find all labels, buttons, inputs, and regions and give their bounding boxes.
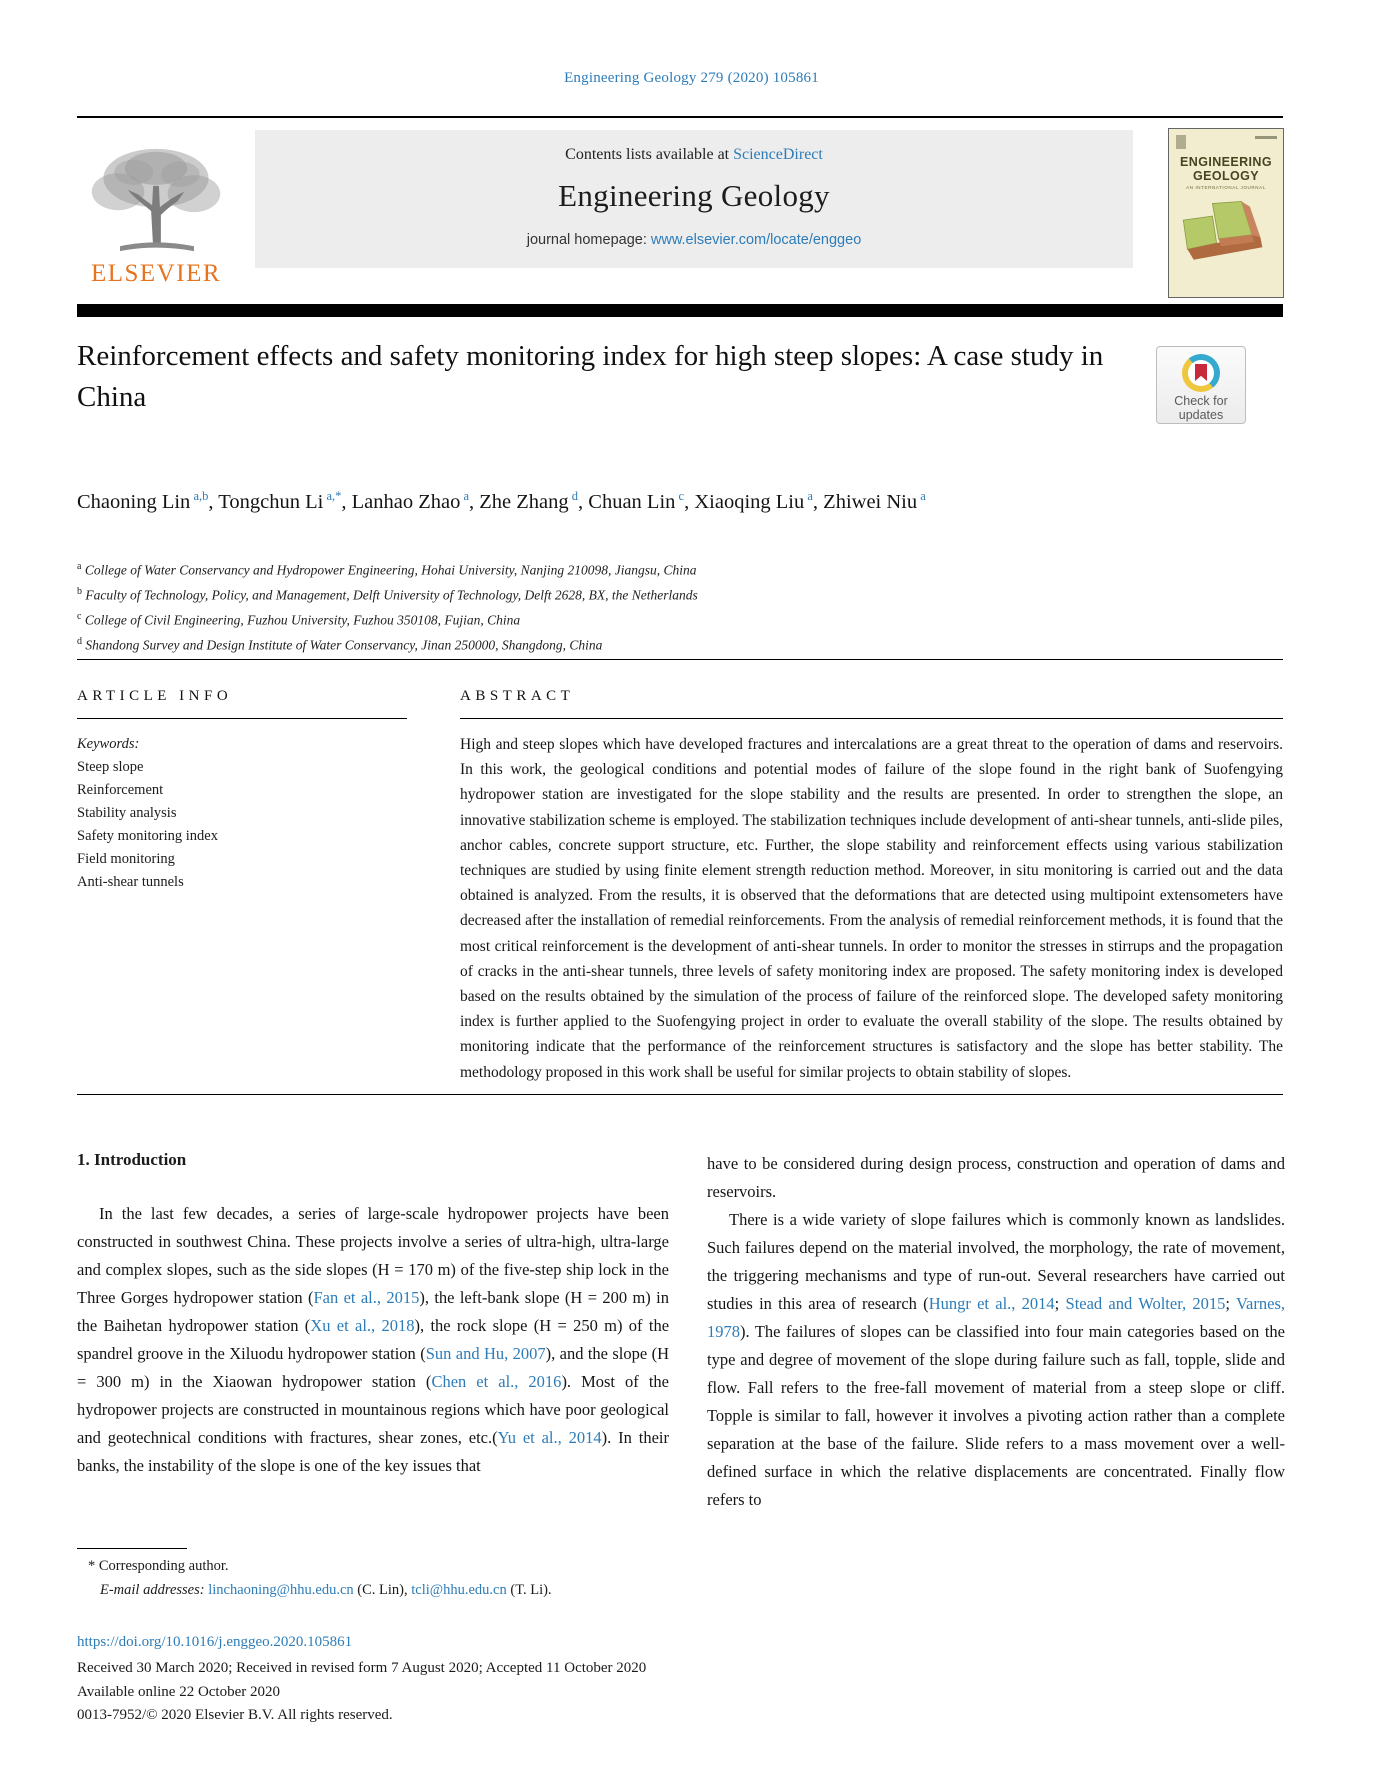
body-right-column — [707, 1150, 1285, 1514]
text-segment: ; — [1054, 1294, 1066, 1313]
author[interactable]: Zhe Zhang $^d$ — [479, 489, 579, 513]
header-divider-bar — [77, 304, 1283, 317]
journal-reference: Engineering Geology 279 (2020) 105861 — [564, 70, 819, 86]
article-info-rule — [77, 718, 407, 719]
abstract-heading: ABSTRACT — [460, 688, 575, 704]
sciencedirect-link[interactable]: ScienceDirect — [733, 146, 823, 163]
text-segment: ). In their banks, the instability of the slope is one of the key issues that — [77, 1428, 669, 1475]
keyword: Reinforcement — [77, 782, 164, 798]
author-affiliation-marker: a — [804, 489, 813, 503]
author[interactable]: Zhiwei Niu $^a$ — [823, 489, 926, 513]
citation-link[interactable]: Yu et al., 2014 — [497, 1428, 602, 1447]
affiliation-list — [77, 556, 1177, 656]
footnote-divider — [77, 1548, 187, 1549]
affiliation: $^a$ College of Water Conservancy and Hydropower Engineering, Hohai University, Nanjing 210098, Jiangsu, China — [77, 561, 697, 578]
text-segment: ), and the slope (H = 300 m) in the Xiaowan hydropower station ( — [77, 1344, 669, 1391]
abstract-divider — [77, 1094, 1283, 1095]
citation-link[interactable]: Hungr et al., 2014 — [928, 1294, 1055, 1313]
author-affiliation-marker: c — [675, 489, 685, 503]
footnote-marker: * — [88, 1558, 96, 1574]
text-segment: ). Most of the hydropower projects are constructed in mountainous regions which have poor geological and geotechnical conditions with fractures, shear zones, etc.( — [77, 1372, 669, 1447]
elsevier-wordmark: ELSEVIER — [90, 260, 222, 287]
cover-title-line1: ENGINEERING — [1180, 155, 1272, 169]
contents-line — [255, 146, 1133, 164]
abstract-column — [460, 688, 1283, 1085]
text-segment: ), the rock slope (H = 250 m) of the spandrel groove in the Xiluodu hydropower station ( — [77, 1316, 670, 1363]
keyword: Safety monitoring index — [77, 828, 218, 844]
received-dates: Received 30 March 2020; Received in revised form 7 August 2020; Accepted 11 October 2020 — [77, 1660, 647, 1676]
author-affiliation-marker: d — [568, 489, 579, 503]
citation-link[interactable]: Varnes, 1978 — [707, 1294, 1285, 1341]
copyright-line: 0013-7952/© 2020 Elsevier B.V. All rights reserved. — [77, 1707, 393, 1723]
affiliation: $^d$ Shandong Survey and Design Institute of Water Conservancy, Jinan 250000, Shangdong, China — [77, 636, 603, 653]
cover-issn-mark — [1255, 136, 1277, 139]
journal-cover-thumbnail[interactable] — [1168, 128, 1284, 298]
corresponding-author-text: Corresponding author. — [98, 1558, 229, 1574]
keyword: Anti-shear tunnels — [77, 874, 184, 890]
intro-paragraph-left — [77, 1200, 669, 1480]
badge-line2: updates — [1178, 408, 1224, 422]
author[interactable]: Lanhao Zhao $^a$ — [351, 489, 470, 513]
citation-link[interactable]: Sun and Hu, 2007 — [425, 1344, 546, 1363]
citation-link[interactable]: Chen et al., 2016 — [431, 1372, 562, 1391]
journal-banner — [255, 130, 1133, 268]
keyword-list — [77, 756, 407, 894]
text-segment: (C. Lin), — [353, 1582, 412, 1598]
author[interactable]: Chuan Lin $^c$ — [588, 489, 685, 513]
top-divider — [77, 116, 1283, 118]
cover-title — [1169, 155, 1283, 183]
text-segment: ; — [1225, 1294, 1236, 1313]
citation-link[interactable]: Fan et al., 2015 — [313, 1288, 420, 1307]
contents-line-text: Contents lists available at — [565, 146, 734, 163]
text-segment: ), the left-bank slope (H = 200 m) in the Baihetan hydropower station ( — [77, 1288, 669, 1335]
text-segment: (T. Li). — [506, 1582, 552, 1598]
affiliation: $^c$ College of Civil Engineering, Fuzhou University, Fuzhou 350108, Fujian, China — [77, 611, 521, 628]
body-left-column — [77, 1150, 669, 1480]
citation-link[interactable]: tcli@hhu.edu.cn — [411, 1582, 507, 1598]
crossmark-icon — [1182, 354, 1220, 392]
elsevier-tree-icon — [83, 140, 229, 258]
keyword: Steep slope — [77, 759, 144, 775]
author-affiliation-marker: a,b — [190, 489, 209, 503]
journal-name: Engineering Geology — [558, 178, 830, 213]
text-segment: have to be considered during design process, construction and operation of dams and reservoirs. — [707, 1154, 1285, 1201]
author-affiliation-marker: a,* — [323, 489, 342, 503]
affiliation: $^b$ Faculty of Technology, Policy, and Management, Delft University of Technology, Delft 2628, BX, the Netherlands — [77, 586, 698, 603]
text-segment: ). The failures of slopes can be classified into four main categories based on the type and degree of movement of the slope during failure such as fall, topple, slide and flow. Fall refers to the free-fall movement of material from a steep slope or cliff. Topple is similar to fall, however it involves a pivoting action rather than a complete separation at the base of the failure. Slide refers to a mass movement over a well-defined surface in which the relative displacements are concentrated. Finally flow refers to — [707, 1322, 1285, 1509]
author[interactable]: Xiaoqing Liu $^a$ — [694, 489, 813, 513]
citation-link[interactable]: linchaoning@hhu.edu.cn — [208, 1582, 354, 1598]
keywords-label: Keywords: — [77, 736, 140, 752]
check-for-updates-badge[interactable] — [1156, 346, 1246, 424]
author[interactable]: Tongchun Li $^{a,*}$ — [218, 489, 342, 513]
author-affiliation-marker: a — [460, 489, 470, 503]
cover-title-line2: GEOLOGY — [1192, 169, 1259, 183]
text-segment: There is a wide variety of slope failures which is commonly known as landslides. Such failures depend on the material involved, the morphology, the rate of movement, the triggering mechanisms and type of run-out. Several researchers have carried out studies in this area of research ( — [707, 1210, 1285, 1313]
citation-link[interactable]: Stead and Wolter, 2015 — [1065, 1294, 1226, 1313]
doi-link[interactable]: https://doi.org/10.1016/j.enggeo.2020.105861 — [77, 1634, 353, 1650]
homepage-label: journal homepage: — [526, 232, 651, 248]
journal-homepage-link[interactable]: www.elsevier.com/locate/enggeo — [650, 232, 862, 248]
cover-subtitle: AN INTERNATIONAL JOURNAL — [1186, 185, 1266, 190]
affiliations-divider — [77, 659, 1283, 660]
section-heading-introduction: 1. Introduction — [77, 1150, 187, 1169]
homepage-line — [255, 232, 1133, 248]
cover-elsevier-mini-logo-icon — [1176, 135, 1186, 149]
article-info-column — [77, 688, 407, 894]
citation-link[interactable]: Xu et al., 2018 — [310, 1316, 415, 1335]
check-for-updates-label — [1157, 394, 1245, 422]
available-online: Available online 22 October 2020 — [77, 1684, 280, 1700]
author[interactable]: Chaoning Lin $^{a,b}$ — [77, 489, 209, 513]
text-segment: In the last few decades, a series of large-scale hydropower projects have been constructed in southwest China. These projects involve a series of ultra-high, ultra-large and complex slopes, such as the side slopes (H = 170 m) of the five-step ship lock in the Three Gorges hydropower station ( — [77, 1204, 669, 1307]
abstract-rule — [460, 718, 1283, 719]
bookmark-icon — [1195, 364, 1207, 381]
intro-paragraph-right-1 — [707, 1150, 1285, 1206]
intro-paragraph-right-2 — [707, 1206, 1285, 1514]
elsevier-logo[interactable] — [78, 140, 234, 296]
cover-artwork-icon — [1175, 191, 1279, 291]
article-title: Reinforcement effects and safety monitoring index for high steep slopes: A case study in China — [77, 340, 1104, 413]
author-affiliation-marker: a — [917, 489, 926, 503]
badge-line1: Check for — [1174, 394, 1228, 408]
text-segment: E-mail addresses: — [100, 1582, 209, 1598]
article-info-heading: ARTICLE INFO — [77, 688, 233, 704]
keyword: Field monitoring — [77, 851, 175, 867]
keyword: Stability analysis — [77, 805, 177, 821]
corresponding-author-note — [88, 1558, 229, 1575]
author-list: Chaoning Lin $^{a,b}$, Tongchun Li $^{a,*}$, Lanhao Zhao $^a$, Zhe Zhang $^d$, Chuan Lin $^c$, Xiaoqing Liu $^a$, Zhiwei Niu $^a$ — [77, 489, 926, 513]
email-addresses-line — [100, 1582, 552, 1599]
abstract-text: High and steep slopes which have developed fractures and intercalations are a great threat to the operation of dams and reservoirs. In this work, the geological conditions and potential modes of failure of the slope found in the right bank of Suofengying hydropower station are investigated for the slope stability and the results are presented. In order to strengthen the slope, an innovative stabilization scheme is employed. The stabilization techniques include development of anti-shear tunnels, anti-slide piles, anchor cables, concrete support structure, etc. Further, the slope stability and reinforcement effects using various stabilization techniques are studied by using finite element strength reduction method. Moreover, in situ monitoring is carried out and the data obtained is analyzed. From the results, it is observed that the deformations that are detected using multipoint extensometers have decreased after the installation of remedial reinforcements. From the analysis of remedial reinforcement methods, it is found that the most critical reinforcement is the development of anti-shear tunnels. In order to monitor the stresses in stirrups and the propagation of cracks in the anti-shear tunnels, three levels of safety monitoring index are proposed. The safety monitoring index is developed based on the results obtained by the simulation of the process of failure of the reinforced slope. The developed safety monitoring index is further applied to the Suofengying project in order to evaluate the overall stability of the slope. The results obtained by monitoring indicate that the performance of the reinforcement structures is satisfactory and the slope has better stability. The methodology proposed in this work shall be useful for similar projects to obtain stability of slopes. — [460, 736, 1283, 1081]
